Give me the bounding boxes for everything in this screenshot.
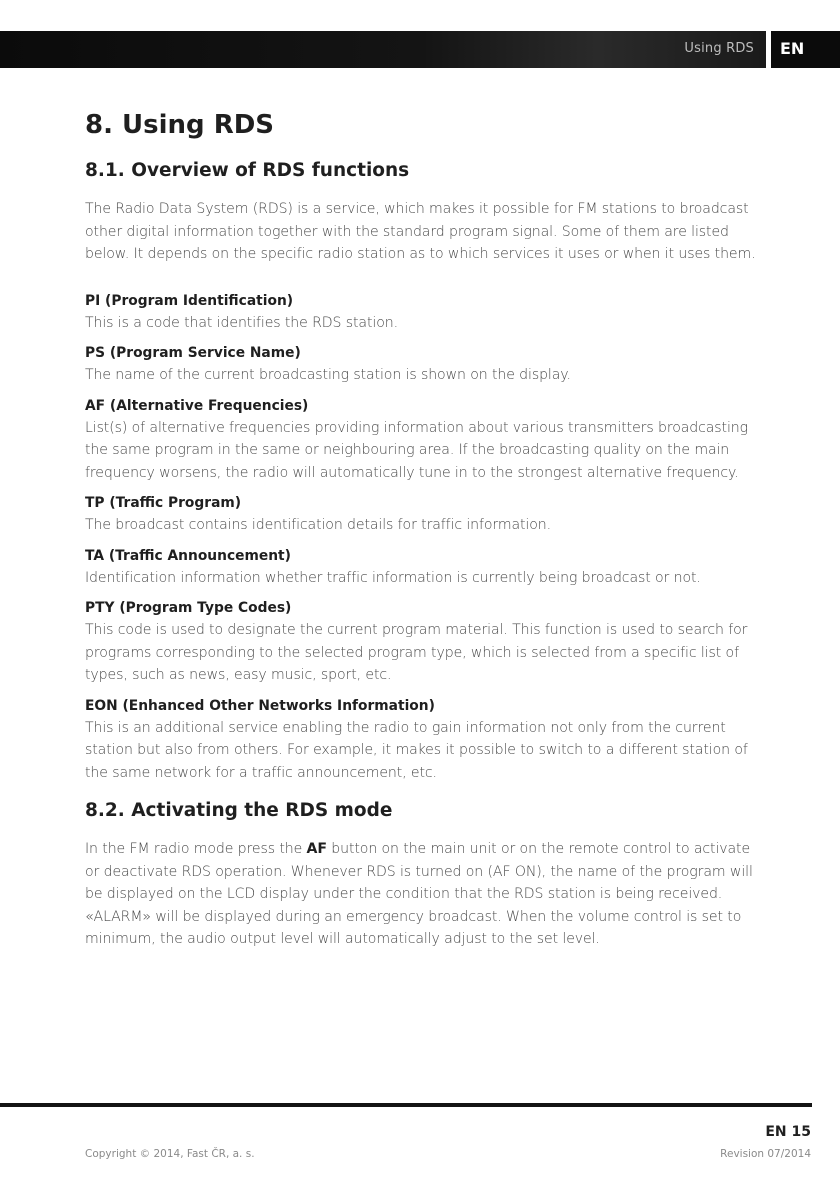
header-section-title: Using RDS [684, 41, 754, 56]
rds-term-pi [85, 291, 765, 335]
language-badge [771, 31, 840, 68]
paragraph-text-end: button on the main unit or on the remote control to activate or deactivate RDS operation. Whenever RDS is turned on (AF ON), the name of the program will be displayed on the LCD display under the condition that the RDS station is being received. «ALARM» will be displayed during an emergency broadcast. When the volume control is set to minimum, the audio output level will automatically adjust to the set level. [85, 841, 753, 947]
overview-intro-paragraph: The Radio Data System (RDS) is a service, which makes it possible for FM stations to broadcast other digital information together with the standard program signal. Some of them are listed below. It depends on the specific radio station as to which services it uses or when it uses them. [85, 201, 756, 262]
rds-term-af [85, 396, 765, 485]
page-content [85, 108, 765, 951]
footer-divider [0, 1103, 812, 1107]
term-title: EON (Enhanced Other Networks Information) [85, 697, 435, 714]
header-bar [0, 31, 766, 68]
term-description: This code is used to designate the current program material. This function is used to search for programs corresponding to the selected program type, which is selected from a specific list of types, such as news, easy music, sport, etc. [85, 622, 748, 683]
term-title: PS (Program Service Name) [85, 345, 301, 361]
rds-term-eon [85, 696, 765, 785]
rds-term-ps [85, 343, 765, 387]
section-heading-overview: 8.1. Overview of RDS functions [85, 160, 410, 181]
term-title: TP (Traffic Program) [85, 495, 242, 511]
section-heading-activating: 8.2. Activating the RDS mode [85, 800, 393, 821]
copyright-notice: Copyright © 2014, Fast ČR, a. s. [85, 1148, 255, 1160]
page-number: EN 15 [765, 1124, 811, 1140]
activating-rds-paragraph [85, 838, 765, 951]
rds-term-pty [85, 598, 765, 687]
term-description: This is an additional service enabling the radio to gain information not only from the current station but also from others. For example, it makes it possible to switch to a different station of the same network for a traffic announcement, etc. [85, 719, 748, 781]
af-button-name: AF [306, 841, 327, 857]
term-description: The broadcast contains identification details for traffic information. [85, 517, 551, 533]
rds-term-tp [85, 493, 765, 537]
term-title: PI (Program Identification) [85, 292, 294, 309]
term-description: List(s) of alternative frequencies providing information about various transmitters broadcasting the same program in the same or neighbouring area. If the broadcasting quality on the main frequency worsens, the radio will automatically tune in to the strongest alternative frequency. [85, 419, 748, 481]
language-badge-label: EN [780, 39, 805, 58]
term-description: The name of the current broadcasting station is shown on the display. [85, 367, 571, 383]
paragraph-text-start: In the FM radio mode press the [85, 841, 307, 857]
term-description: Identification information whether traffic information is currently being broadcast or not. [85, 569, 701, 586]
term-title: TA (Traffic Announcement) [85, 547, 291, 564]
page-title: 8. Using RDS [85, 110, 275, 140]
term-title: PTY (Program Type Codes) [85, 600, 292, 616]
section-activating-rds [85, 798, 765, 951]
term-title: AF (Alternative Frequencies) [85, 397, 309, 414]
rds-term-ta [85, 546, 765, 590]
term-description: This is a code that identifies the RDS station. [85, 314, 398, 331]
revision-label: Revision 07/2014 [720, 1148, 811, 1160]
